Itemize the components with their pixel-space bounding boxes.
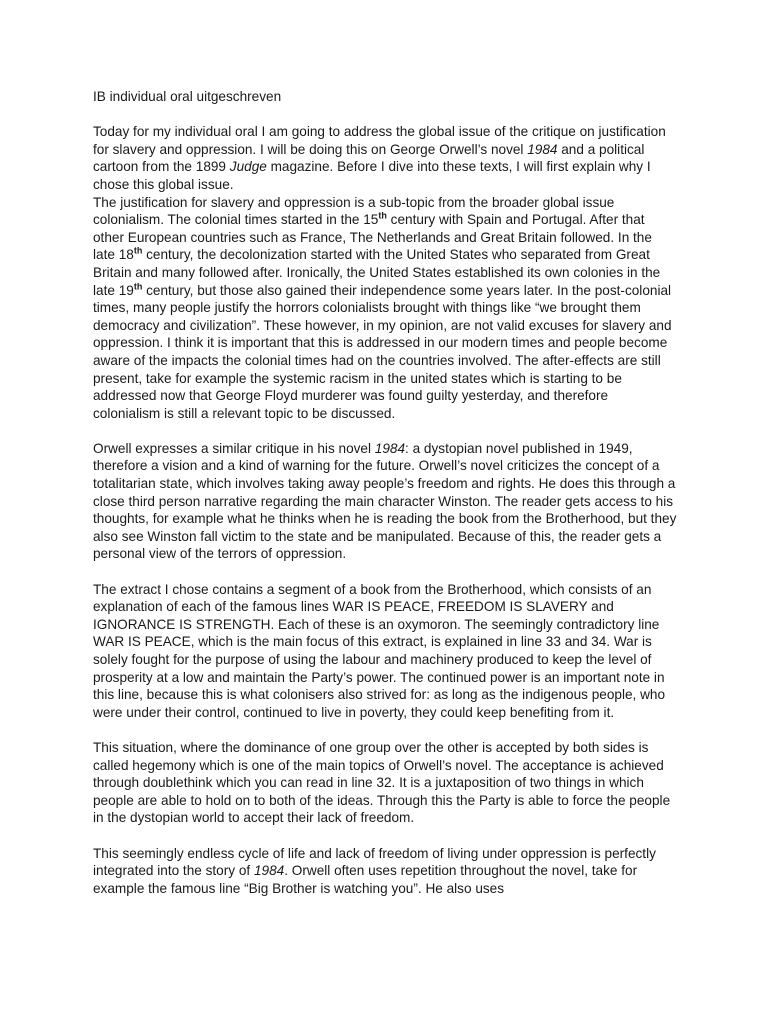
paragraph-intro bbox=[93, 123, 677, 193]
text-segment: Today for my individual oral I am going to address the global issue of the critique on justification for slavery and oppression. I will be doing this on George Orwell’s novel bbox=[93, 124, 666, 157]
paragraph-hegemony bbox=[93, 739, 677, 827]
text-segment: The justification for slavery and oppression is a sub-topic from the broader global issue colonialism. The colonial times started in the 15 bbox=[93, 194, 615, 228]
paragraph-orwell bbox=[93, 440, 677, 563]
italic-title: 1984 bbox=[253, 863, 285, 879]
ordinal-suffix: th bbox=[378, 210, 387, 221]
paragraph-list bbox=[93, 123, 677, 897]
text-segment: century, but those also gained their independence some years later. In the post-colonial times, many people justify the horrors colonialists brought with things like “we brought them democracy and civilization”. These however, in my opinion, are not valid excuses for slavery and oppression. I think it is important that this is addressed in our modern times and people become aware of the impacts the colonial times had on the countries involved. The after-effects are still present, take for example the systemic racism in the united states which is starting to be addressed now that George Floyd murderer was found guilty yesterday, and therefore colonialism is still a relevant topic to be discussed. bbox=[93, 282, 672, 421]
paragraph-extract bbox=[93, 581, 677, 722]
text-segment: century, the decolonization started with the United States who separated from Great Britain and many followed after. Ironically, the United States established its own colonies in the late 19 bbox=[93, 247, 661, 298]
ordinal-suffix: th bbox=[133, 245, 143, 256]
text-segment: This situation, where the dominance of one group over the other is accepted by both sides is called hegemony which is one of the main topics of Orwell’s novel. The acceptance is achieved through doublethink which you can read in line 32. It is a juxtaposition of two things in which people are able to hold on to both of the ideas. Through this the Party is able to force the people in the dystopian world to accept their lack of freedom. bbox=[93, 739, 671, 826]
paragraph-cycle bbox=[93, 845, 677, 898]
text-segment: This seemingly endless cycle of life and lack of freedom of living under oppression is perfectly integrated into the story of bbox=[93, 845, 656, 879]
text-segment: century with Spain and Portugal. After that other European countries such as France, The Netherlands and Great Britain followed. In the late 18 bbox=[93, 212, 652, 263]
text-segment: . Orwell often uses repetition throughout the novel, take for example the famous line “Big Brother is watching you”. He also uses bbox=[93, 863, 638, 896]
paragraph-justification bbox=[93, 194, 677, 423]
italic-title: Judge bbox=[229, 159, 267, 175]
document-title: IB individual oral uitgeschreven bbox=[93, 89, 282, 104]
document-body bbox=[93, 88, 677, 897]
italic-title: 1984 bbox=[374, 440, 406, 456]
text-segment: magazine. Before I dive into these texts, I will first explain why I chose this global issue. bbox=[93, 159, 651, 192]
text-segment: : a dystopian novel published in 1949, therefore a vision and a kind of warning for the future. Orwell’s novel criticizes the concept of a totalitarian state, which involves taking away people’s freedom and rights. He does this through a close third person narrative regarding the main character Winston. The reader gets access to his thoughts, for example what he thinks when he is reading the book from the Brotherhood, but they also see Winston fall victim to the state and be manipulated. Because of this, the reader gets a personal view of the terrors of oppression. bbox=[93, 440, 677, 562]
italic-title: 1984 bbox=[527, 141, 558, 157]
text-segment: and a political cartoon from the 1899 bbox=[93, 141, 645, 175]
text-segment: Orwell expresses a similar critique in his novel bbox=[93, 440, 375, 456]
text-segment: The extract I chose contains a segment of a book from the Brotherhood, which consists of an explanation of each of the famous lines WAR IS PEACE, FREEDOM IS SLAVERY and IGNORANCE IS STRENGTH. Each of these is an oxymoron. The seemingly contradictory line WAR IS PEACE, which is the main focus of this extract, is explained in line 33 and 34. War is solely fought for the purpose of using the labour and machinery produced to keep the level of prosperity at a low and maintain the Party’s power. The continued power is an important note in this line, because this is what colonisers also strived for: as long as the indigenous people, who were under their control, continued to live in poverty, they could keep benefiting from it. bbox=[93, 581, 666, 720]
ordinal-suffix: th bbox=[133, 281, 143, 291]
